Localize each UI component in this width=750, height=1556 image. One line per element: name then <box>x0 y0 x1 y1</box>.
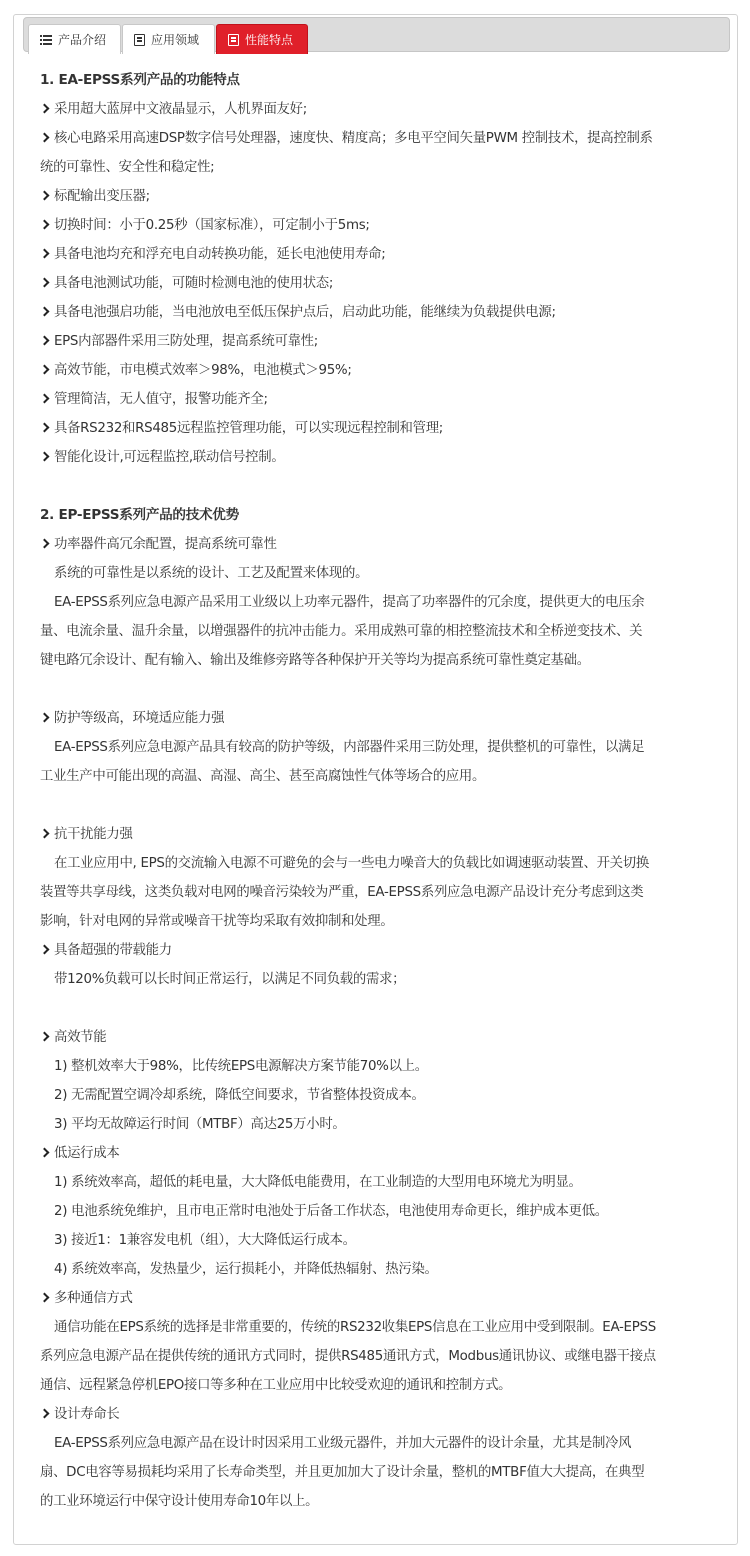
document-icon <box>228 34 239 46</box>
feature-item: 具备电池强启功能，当电池放电至低压保护点后，启动此功能，能继续为负载提供电源; <box>40 298 720 327</box>
subheading: 设计寿命长 <box>40 1400 720 1429</box>
paragraph-line: 系列应急电源产品在提供传统的通讯方式同时，提供RS485通讯方式，Modbus通讯协议、或继电器干接点 <box>40 1349 656 1364</box>
paragraph-line: 工业生产中可能出现的高温、高湿、高尘、甚至高腐蚀性气体等场合的应用。 <box>40 769 486 784</box>
tab-performance-features[interactable] <box>216 24 308 54</box>
subheading: 具备超强的带载能力 <box>40 936 720 965</box>
paragraph-line: 3) 平均无故障运行时间（MTBF）高达25万小时。 <box>54 1117 346 1132</box>
tab-content <box>40 66 720 1516</box>
feature-item: 切换时间：小于0.25秒（国家标准），可定制小于5ms; <box>40 211 720 240</box>
feature-item: 具备电池测试功能，可随时检测电池的使用状态; <box>40 269 720 298</box>
paragraph-line: 键电路冗余设计、配有输入、输出及维修旁路等各种保护开关等均为提高系统可靠性奠定基础。 <box>40 653 590 668</box>
paragraph-line: 的工业环境运行中保守设计使用寿命10年以上。 <box>40 1494 319 1509</box>
tab-label: 产品介绍 <box>58 32 107 47</box>
feature-item: 标配输出变压器; <box>40 182 720 211</box>
paragraph-line: EA-EPSS系列应急电源产品具有较高的防护等级，内部器件采用三防处理，提供整机的可靠性，以满足 <box>54 740 645 755</box>
paragraph-line: 1) 整机效率大于98%，比传统EPS电源解决方案节能70%以上。 <box>54 1059 428 1074</box>
subheading: 抗干扰能力强 <box>40 820 720 849</box>
feature-item: 采用超大蓝屏中文液晶显示，人机界面友好; <box>40 95 720 124</box>
list-icon <box>40 34 52 46</box>
paragraph-line: 2) 无需配置空调冷却系统，降低空间要求，节省整体投资成本。 <box>54 1088 425 1103</box>
feature-item: 核心电路采用高速DSP数字信号处理器，速度快、精度高；多电平空间矢量PWM 控制技术，提高控制系 <box>40 124 720 153</box>
subheading: 多种通信方式 <box>40 1284 720 1313</box>
paragraph-line: 4) 系统效率高，发热量少，运行损耗小，并降低热辐射、热污染。 <box>54 1262 438 1277</box>
paragraph-line: 带120%负载可以长时间正常运行，以满足不同负载的需求； <box>54 972 406 987</box>
section-heading: 1. EA-EPSS系列产品的功能特点 <box>40 72 240 88</box>
paragraph-line: 装置等共享母线，这类负载对电网的噪音污染较为严重，EA-EPSS系列应急电源产品设计充分考虑到这类 <box>40 885 644 900</box>
paragraph-line: 通信、远程紧急停机EPO接口等多种在工业应用中比较受欢迎的通讯和控制方式。 <box>40 1378 512 1393</box>
paragraph-line: 1) 系统效率高，超低的耗电量，大大降低电能费用，在工业制造的大型用电环境尤为明显。 <box>54 1175 582 1190</box>
paragraph-line: 在工业应用中, EPS的交流输入电源不可避免的会与一些电力噪音大的负载比如调速驱动装置、开关切换 <box>54 856 649 871</box>
tab-application-fields[interactable] <box>122 24 215 54</box>
tab-label: 性能特点 <box>245 32 294 47</box>
subheading: 功率器件高冗余配置，提高系统可靠性 <box>40 530 720 559</box>
feature-item: 具备RS232和RS485远程监控管理功能，可以实现远程控制和管理; <box>40 414 720 443</box>
tab-bar <box>23 17 730 52</box>
feature-item: EPS内部器件采用三防处理，提高系统可靠性; <box>40 327 720 356</box>
subheading: 低运行成本 <box>40 1139 720 1168</box>
feature-item: 智能化设计,可远程监控,联动信号控制。 <box>40 443 720 472</box>
tab-label: 应用领域 <box>151 32 200 47</box>
feature-item: 管理简洁，无人值守，报警功能齐全; <box>40 385 720 414</box>
subheading: 高效节能 <box>40 1023 720 1052</box>
paragraph-line: 系统的可靠性是以系统的设计、工艺及配置来体现的。 <box>54 566 369 581</box>
subheading: 防护等级高，环境适应能力强 <box>40 704 720 733</box>
feature-item-continued: 统的可靠性、安全性和稳定性; <box>40 160 215 175</box>
paragraph-line: 3) 接近1：1兼容发电机（组），大大降低运行成本。 <box>54 1233 356 1248</box>
paragraph-line: EA-EPSS系列应急电源产品采用工业级以上功率元器件，提高了功率器件的冗余度，提供更大的电压余 <box>54 595 645 610</box>
feature-item: 具备电池均充和浮充电自动转换功能，延长电池使用寿命; <box>40 240 720 269</box>
section-heading: 2. EP-EPSS系列产品的技术优势 <box>40 507 239 523</box>
paragraph-line: 扇、DC电容等易损耗均采用了长寿命类型，并且更加加大了设计余量，整机的MTBF值大大提高，在典型 <box>40 1465 645 1480</box>
paragraph-line: 2) 电池系统免维护，且市电正常时电池处于后备工作状态，电池使用寿命更长，维护成本更低。 <box>54 1204 608 1219</box>
tab-product-intro[interactable] <box>28 24 121 54</box>
feature-item: 高效节能，市电模式效率＞98%，电池模式＞95%; <box>40 356 720 385</box>
paragraph-line: 影响，针对电网的异常或噪音干扰等均采取有效抑制和处理。 <box>40 914 394 929</box>
paragraph-line: 量、电流余量、温升余量，以增强器件的抗冲击能力。采用成熟可靠的相控整流技术和全桥逆变技术、关 <box>40 624 643 639</box>
paragraph-line: 通信功能在EPS系统的选择是非常重要的，传统的RS232收集EPS信息在工业应用中受到限制。EA-EPSS <box>54 1320 656 1335</box>
paragraph-line: EA-EPSS系列应急电源产品在设计时因采用工业级元器件，并加大元器件的设计余量，尤其是制冷风 <box>54 1436 632 1451</box>
document-icon <box>134 34 145 46</box>
